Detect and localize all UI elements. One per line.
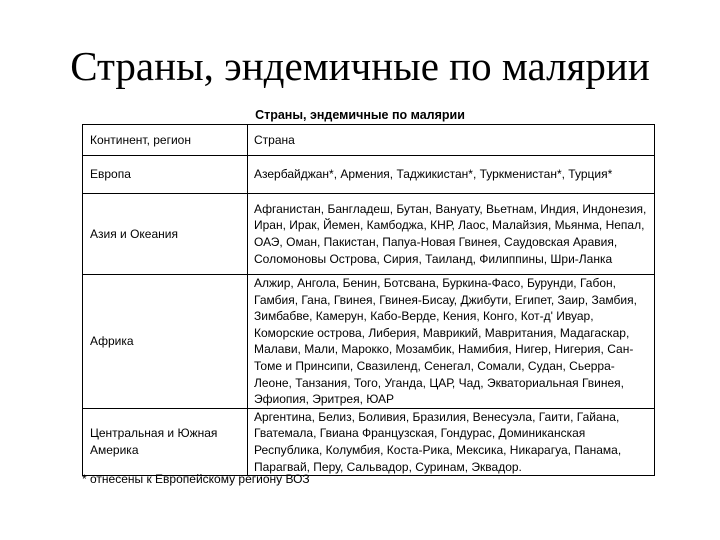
table-heading: Страны, эндемичные по малярии [255,108,465,122]
header-country: Страна [248,125,655,156]
endemic-countries-table [82,124,655,476]
slide-title: Страны, эндемичные по малярии [70,43,650,89]
table-header-row [83,125,655,156]
countries-cell: Аргентина, Белиз, Боливия, Бразилия, Венесуэла, Гаити, Гайана, Гватемала, Гвиана Французская, Гондурас, Доминиканская Республика, Колумбия, Коста-Рика, Мексика, Никарагуа, Панама, Парагвай, Перу, Сальвадор, Суринам, Эквадор. [248,408,655,475]
countries-cell: Азербайджан*, Армения, Таджикистан*, Туркменистан*, Турция* [248,156,655,194]
region-cell: Африка [83,275,248,409]
countries-cell: Алжир, Ангола, Бенин, Ботсвана, Буркина-Фасо, Бурунди, Габон, Гамбия, Гана, Гвинея, Гвинея-Бисау, Джибути, Египет, Заир, Замбия, Зимбабве, Камерун, Кабо-Верде, Кения, Конго, Кот-д' Ивуар, Коморские острова, Либерия, Маврикий, Мавритания, Мадагаскар, Малави, Мали, Марокко, Мозамбик, Намибия, Нигер, Нигерия, Сан-Томе и Принсипи, Свазиленд, Сенегал, Сомали, Судан, Сьерра-Леоне, Танзания, Того, Уганда, ЦАР, Чад, Экваториальная Гвинея, Эфиопия, Эритрея, ЮАР [248,275,655,409]
region-cell: Азия и Океания [83,194,248,275]
table-row [83,275,655,409]
countries-cell: Афганистан, Бангладеш, Бутан, Вануату, Вьетнам, Индия, Индонезия, Иран, Ирак, Йемен, Камбоджа, КНР, Лаос, Малайзия, Мьянма, Непал, ОАЭ, Оман, Пакистан, Папуа-Новая Гвинея, Саудовская Аравия, Соломоновы Острова, Сирия, Таиланд, Филиппины, Шри-Ланка [248,194,655,275]
table-row [83,408,655,475]
region-cell: Центральная и Южная Америка [83,408,248,475]
table-footnote: * отнесены к Европейскому региону ВОЗ [82,472,310,486]
header-region: Континент, регион [83,125,248,156]
table-row [83,156,655,194]
table-row [83,194,655,275]
region-cell: Европа [83,156,248,194]
